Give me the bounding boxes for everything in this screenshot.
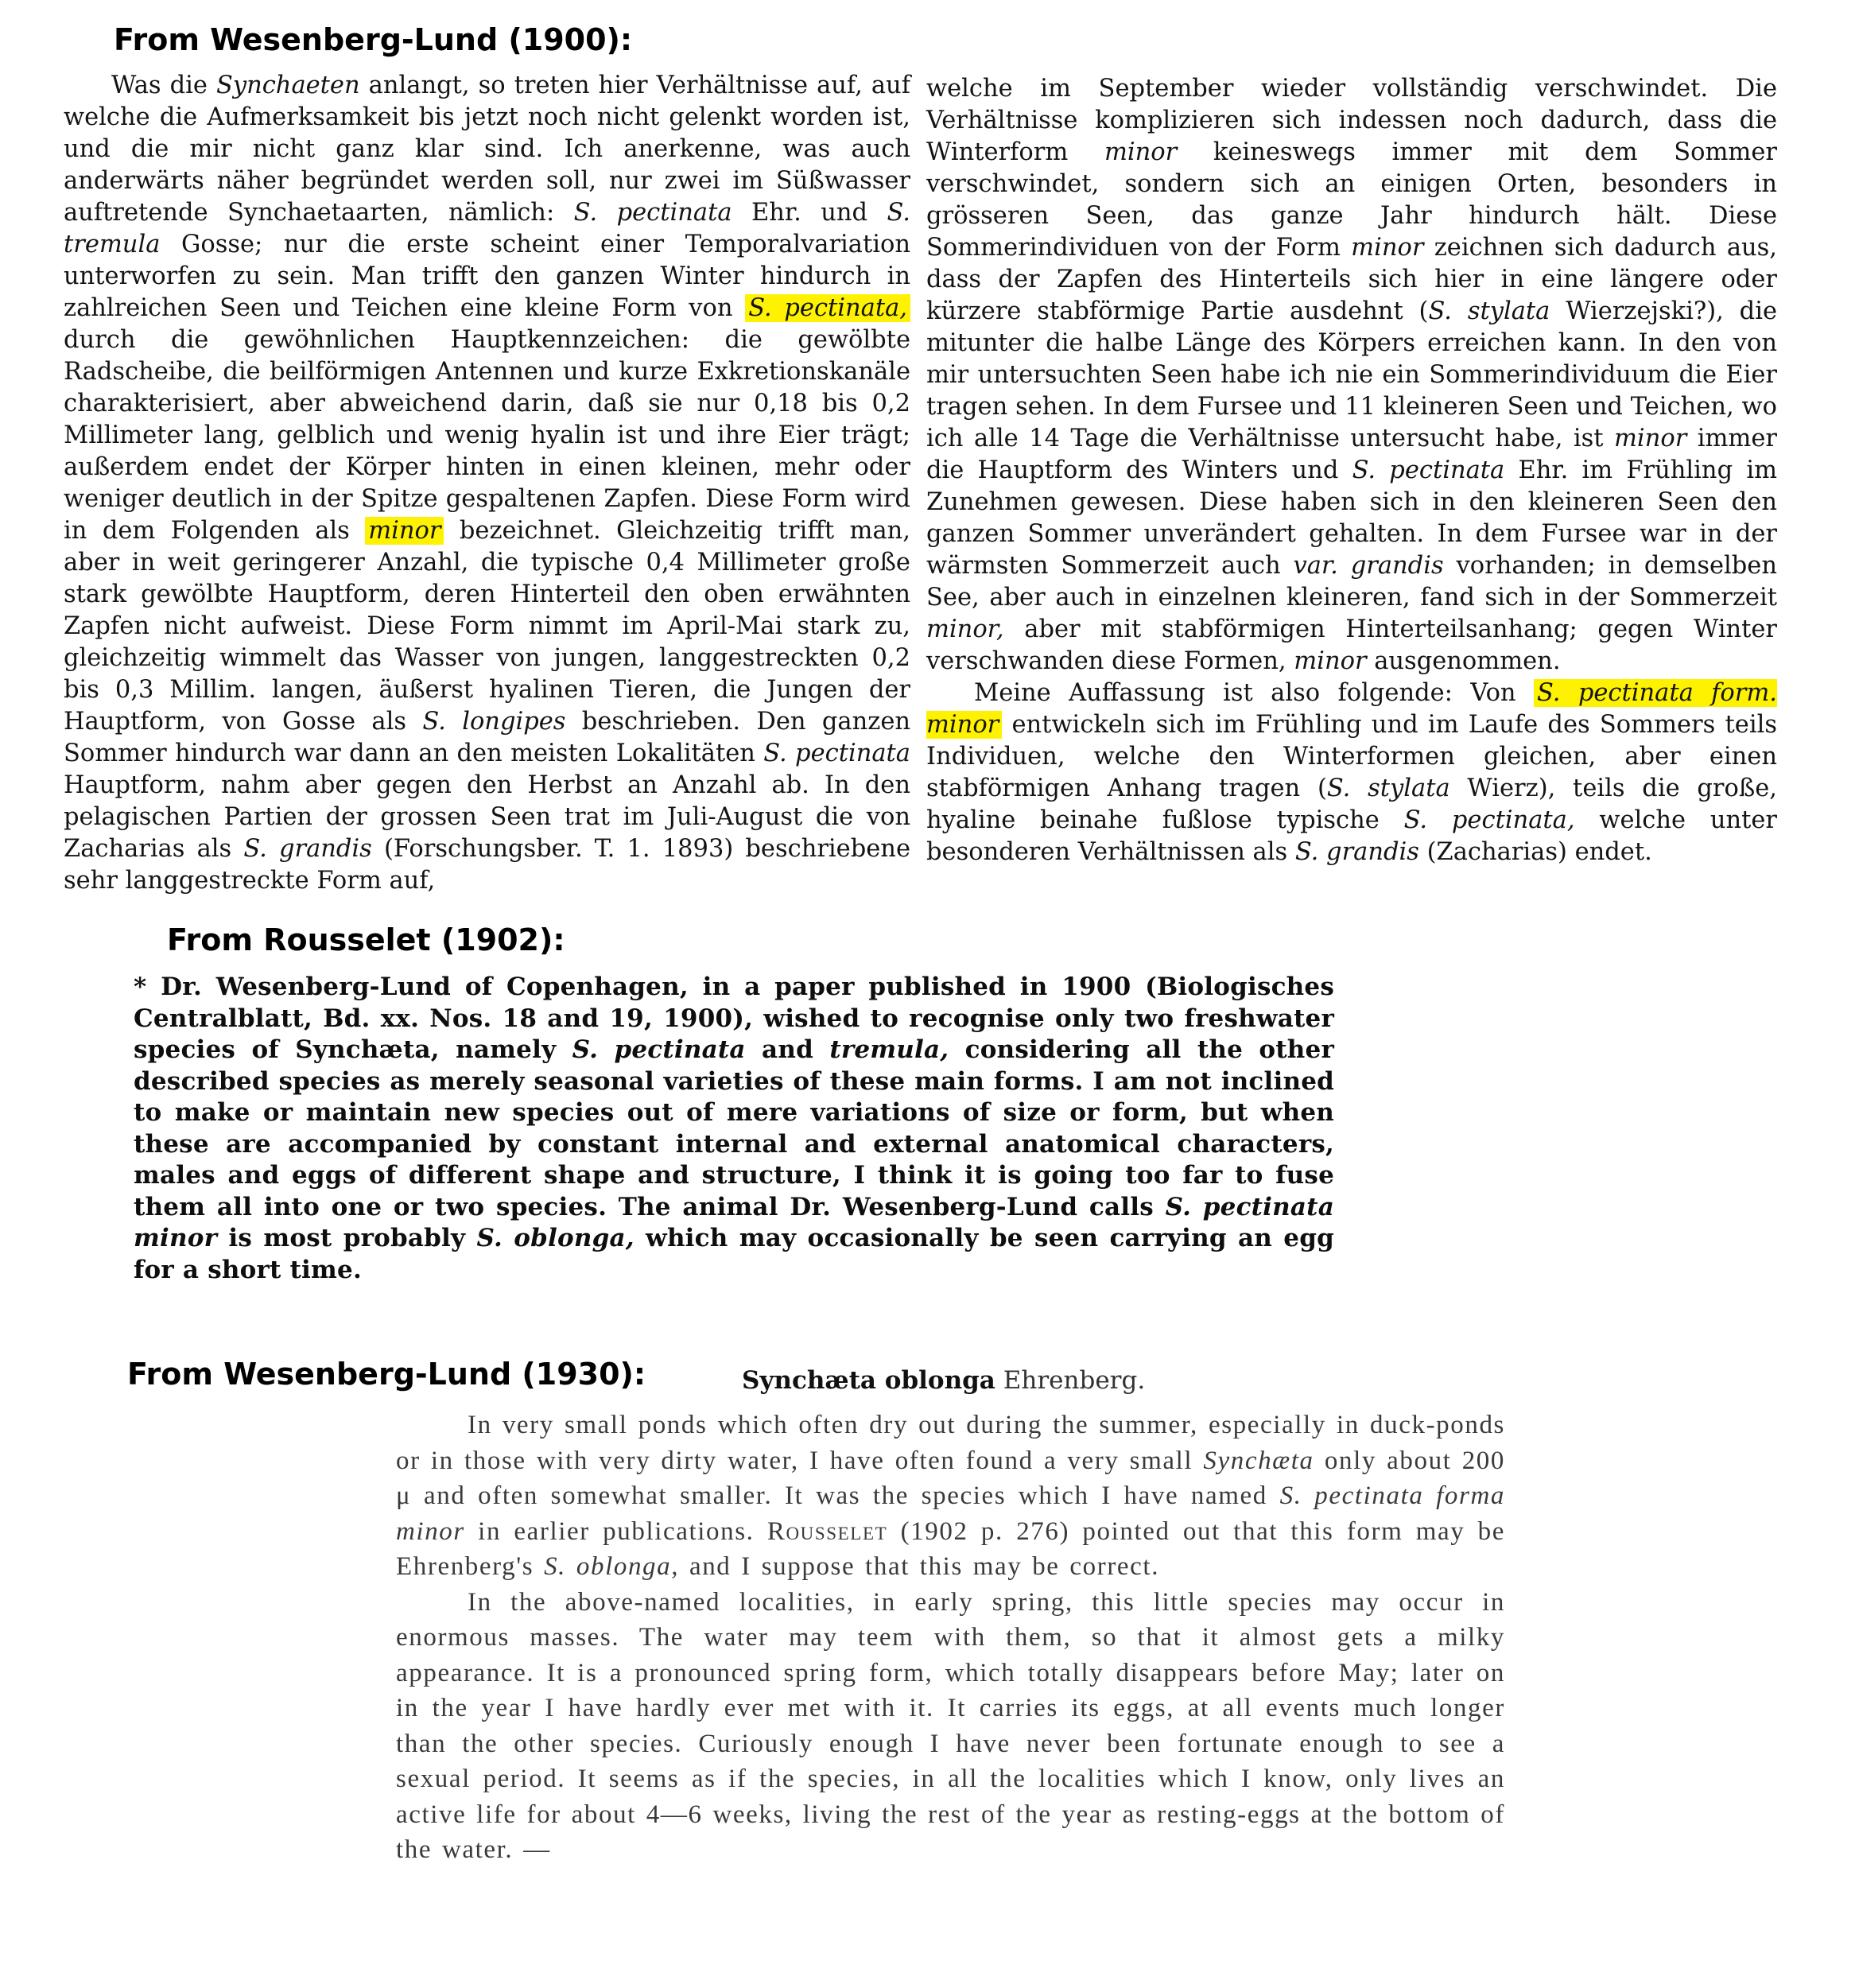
- italic-term: minor: [1104, 138, 1178, 166]
- wl1930-paragraph-1: [396, 1408, 1505, 1585]
- italic-term: S. stylata: [1326, 775, 1450, 802]
- text-run: and: [745, 1035, 830, 1064]
- italic-term: minor: [1351, 234, 1424, 262]
- wl1930-paragraph-2: [396, 1585, 1505, 1868]
- italic-term: S. pectinata: [763, 740, 910, 767]
- highlighted-term: minor: [365, 517, 444, 545]
- text-run: in earlier publications.: [464, 1516, 767, 1546]
- text-run: considering all the other described species as merely seasonal varieties of these main forms. I am not inclined to make or maintain new species out of mere variations of size or form, but when these are accompanied by constant internal and external anatomical characters, males and eggs of different shape and structure, I think it is going too far to fuse them all into one or two species. The animal Dr. Wesenberg-Lund calls: [134, 1035, 1335, 1221]
- wl1900-right-column: [926, 73, 1777, 868]
- text-run: In very small ponds which often dry out during the summer, especially in duck-ponds or in those with very dirty water, I have often found a very small: [396, 1411, 1505, 1475]
- italic-term: Synchaeten: [215, 72, 360, 99]
- italic-term: S. tremula: [64, 199, 910, 258]
- wl1930-species-author: Ehrenberg.: [1003, 1366, 1146, 1395]
- text-run: aber mit stabförmigen Hinterteilsanhang; gegen Winter verschwanden diese Formen,: [926, 615, 1777, 675]
- text-run: Ehr. im Frühling im Zunehmen gewesen. Diese haben sich in den kleineren Seen den ganzen Sommer unverändert gehalten. In dem Fursee war in der wärmsten Sommerzeit auch: [926, 456, 1777, 580]
- italic-term: S. grandis: [1294, 838, 1419, 866]
- heading-wesenberg-lund-1930: From Wesenberg-Lund (1930):: [127, 1357, 646, 1392]
- wl1900-right-paragraph-2: [926, 678, 1777, 868]
- text-run: * Dr. Wesenberg-Lund of Copenhagen, in a paper published in 1900 (Biologisches Centralblatt, Bd. xx. Nos. 18 and 19, 1900), wished to recognise only two freshwater species of Synchæta, namely: [134, 973, 1334, 1064]
- text-run: In the above-named localities, in early spring, this little species may occur in enormous masses. The water may teem with them, so that it almost gets a milky appearance. It is a pronounced spring form, which totally disappears before May; later on in the year I have hardly ever met with it. It carries its eggs, at all events much longer than the other species. Curiously enough I have never been fortunate enough to see a sexual period. It seems as if the species, in all the localities which I know, only lives an active life for about 4—6 weeks, living the rest of the year as resting-eggs at the bottom of the water. —: [396, 1587, 1505, 1864]
- text-run: (1902 p. 276) pointed out that this form may be Ehrenberg's: [396, 1516, 1505, 1581]
- italic-term: minor,: [926, 615, 1004, 643]
- rousselet-1902-footnote: [134, 972, 1334, 1286]
- text-run: bezeichnet. Gleichzeitig trifft man, aber in weit geringerer Anzahl, die typische 0,4 Millimeter große stark gewölbte Hauptform, deren Hinterteil den oben erwähnten Zapfen nicht aufweist. Diese Form nimmt im April-Mai stark zu, gleichzeitig wimmelt das Wasser von jungen, langgestreckten 0,2 bis 0,3 Millim. langen, äußerst hyalinen Tieren, die Jungen der Hauptform, von Gosse als: [64, 517, 910, 736]
- italic-term: S. pectinata,: [1403, 806, 1575, 834]
- text-run: which may occasionally be seen carrying an egg for a short time.: [134, 1224, 1334, 1284]
- text-run: vorhanden; in demselben See, aber auch in einzelnen kleineren, fand sich in der Sommerzeit: [926, 552, 1778, 612]
- highlighted-term: S. pectinata form. minor: [926, 679, 1777, 739]
- text-run: immer die Hauptform des Winters und: [926, 425, 1777, 484]
- text-run: (Forschungsber. T. 1. 1893) beschriebene sehr langgestreckte Form auf,: [64, 835, 910, 895]
- wl1930-text: [396, 1408, 1505, 1868]
- text-run: Wierzejski?), die mitunter die halbe Länge des Körpers erreichen kann. In den von mir untersuchten Seen habe ich nie ein Sommerindividuum die Eier tragen sehen. In dem Fursee und 11 kleineren Seen und Teichen, wo ich alle 14 Tage die Verhältnisse untersucht habe, ist: [926, 297, 1778, 452]
- text-run: only about 200 μ and often somewhat smaller. It was the species which I have named: [396, 1446, 1505, 1510]
- text-run: Gosse; nur die erste scheint einer Temporalvariation unterworfen zu sein. Man trifft den ganzen Winter hindurch in zahlreichen Seen und Teichen eine kleine Form von: [64, 231, 910, 322]
- text-run: (Zacharias) endet.: [1418, 838, 1652, 866]
- text-run: welche unter besonderen Verhältnissen als: [926, 806, 1777, 866]
- italic-term: S. pectinata minor: [134, 1192, 1334, 1252]
- italic-term: S. pectinata forma minor: [396, 1481, 1505, 1546]
- italic-term: minor: [1294, 647, 1367, 675]
- italic-term: S. pectinata: [1352, 456, 1505, 484]
- italic-term: S. longipes: [422, 708, 566, 736]
- italic-term: S. pectinata: [573, 199, 732, 227]
- text-run: Meine Auffassung ist also folgende: Von: [974, 679, 1534, 707]
- small-caps-name: Rousselet: [766, 1516, 888, 1546]
- highlighted-term: S. pectinata,: [745, 294, 910, 322]
- italic-term: S. oblonga,: [476, 1224, 635, 1252]
- text-run: welche im September wieder vollständig verschwindet. Die Verhältnisse komplizieren sich indessen noch dadurch, dass die Winterform: [926, 75, 1777, 166]
- text-run: beschrieben. Den ganzen Sommer hindurch war dann an den meisten Lokalitäten: [64, 708, 911, 767]
- text-run: ausgenommen.: [1366, 647, 1561, 675]
- wl1930-species-name: Synchæta oblonga: [742, 1366, 995, 1395]
- italic-term: S. stylata: [1428, 297, 1550, 325]
- heading-wesenberg-lund-1900: From Wesenberg-Lund (1900):: [114, 22, 633, 57]
- text-run: anlangt, so treten hier Verhältnisse auf, auf welche die Aufmerksamkeit bis jetzt noch nicht gelenkt worden ist, und die mir nicht ganz klar sind. Ich anerkenne, was auch anderwärts näher begründet werden soll, nur zwei im Süßwasser auftretende Synchaetaarten, nämlich:: [64, 72, 910, 227]
- text-run: Wierz), teils die große, hyaline beinahe fußlose typische: [926, 775, 1777, 834]
- italic-term: S. pectinata: [572, 1035, 746, 1064]
- italic-term: S. oblonga,: [544, 1552, 680, 1581]
- heading-rousselet-1902: From Rousselet (1902):: [167, 922, 565, 957]
- text-run: and I suppose that this may be correct.: [679, 1552, 1160, 1581]
- text-run: Ehr. und: [732, 199, 887, 227]
- text-run: is most probably: [217, 1224, 477, 1252]
- wl1900-right-paragraph-1: [926, 73, 1777, 678]
- text-run: entwickeln sich im Frühling und im Laufe des Sommers teils Individuen, welche den Winterformen gleichen, aber einen stabförmigen Anhang tragen (: [926, 711, 1777, 802]
- italic-term: var. grandis: [1293, 552, 1444, 580]
- italic-term: minor: [1614, 425, 1687, 452]
- text-run: Hauptform, nahm aber gegen den Herbst an Anzahl ab. In den pelagischen Partien der grossen Seen trat im Juli-August die von Zacharias als: [64, 771, 910, 863]
- italic-term: tremula,: [829, 1035, 949, 1064]
- text-run: Was die: [111, 72, 216, 99]
- wl1900-left-paragraph: [64, 70, 910, 897]
- text-run: zeichnen sich dadurch aus, dass der Zapfen des Hinterteils sich hier in eine längere oder kürzere stabförmige Partie ausdehnt (: [926, 234, 1777, 325]
- text-run: keineswegs immer mit dem Sommer verschwindet, sondern sich an einigen Orten, besonders in grösseren Seen, das ganze Jahr hindurch hält. Diese Sommerindividuen von der Form: [926, 138, 1777, 262]
- text-run: durch die gewöhnlichen Hauptkennzeichen: die gewölbte Radscheibe, die beilförmigen Antennen und kurze Exkretionskanäle charakterisiert, aber abweichend darin, daß sie nur 0,18 bis 0,2 Millimeter lang, gelblich und wenig hyalin ist und ihre Eier trägt; außerdem endet der Körper hinten in einen kleinen, mehr oder weniger deutlich in der Spitze gespaltenen Zapfen. Diese Form wird in dem Folgenden als: [64, 326, 910, 545]
- italic-term: Synchæta: [1203, 1446, 1314, 1475]
- italic-term: S. grandis: [243, 835, 372, 863]
- wl1930-species-title: [742, 1366, 1145, 1395]
- wl1900-left-column: [64, 70, 910, 897]
